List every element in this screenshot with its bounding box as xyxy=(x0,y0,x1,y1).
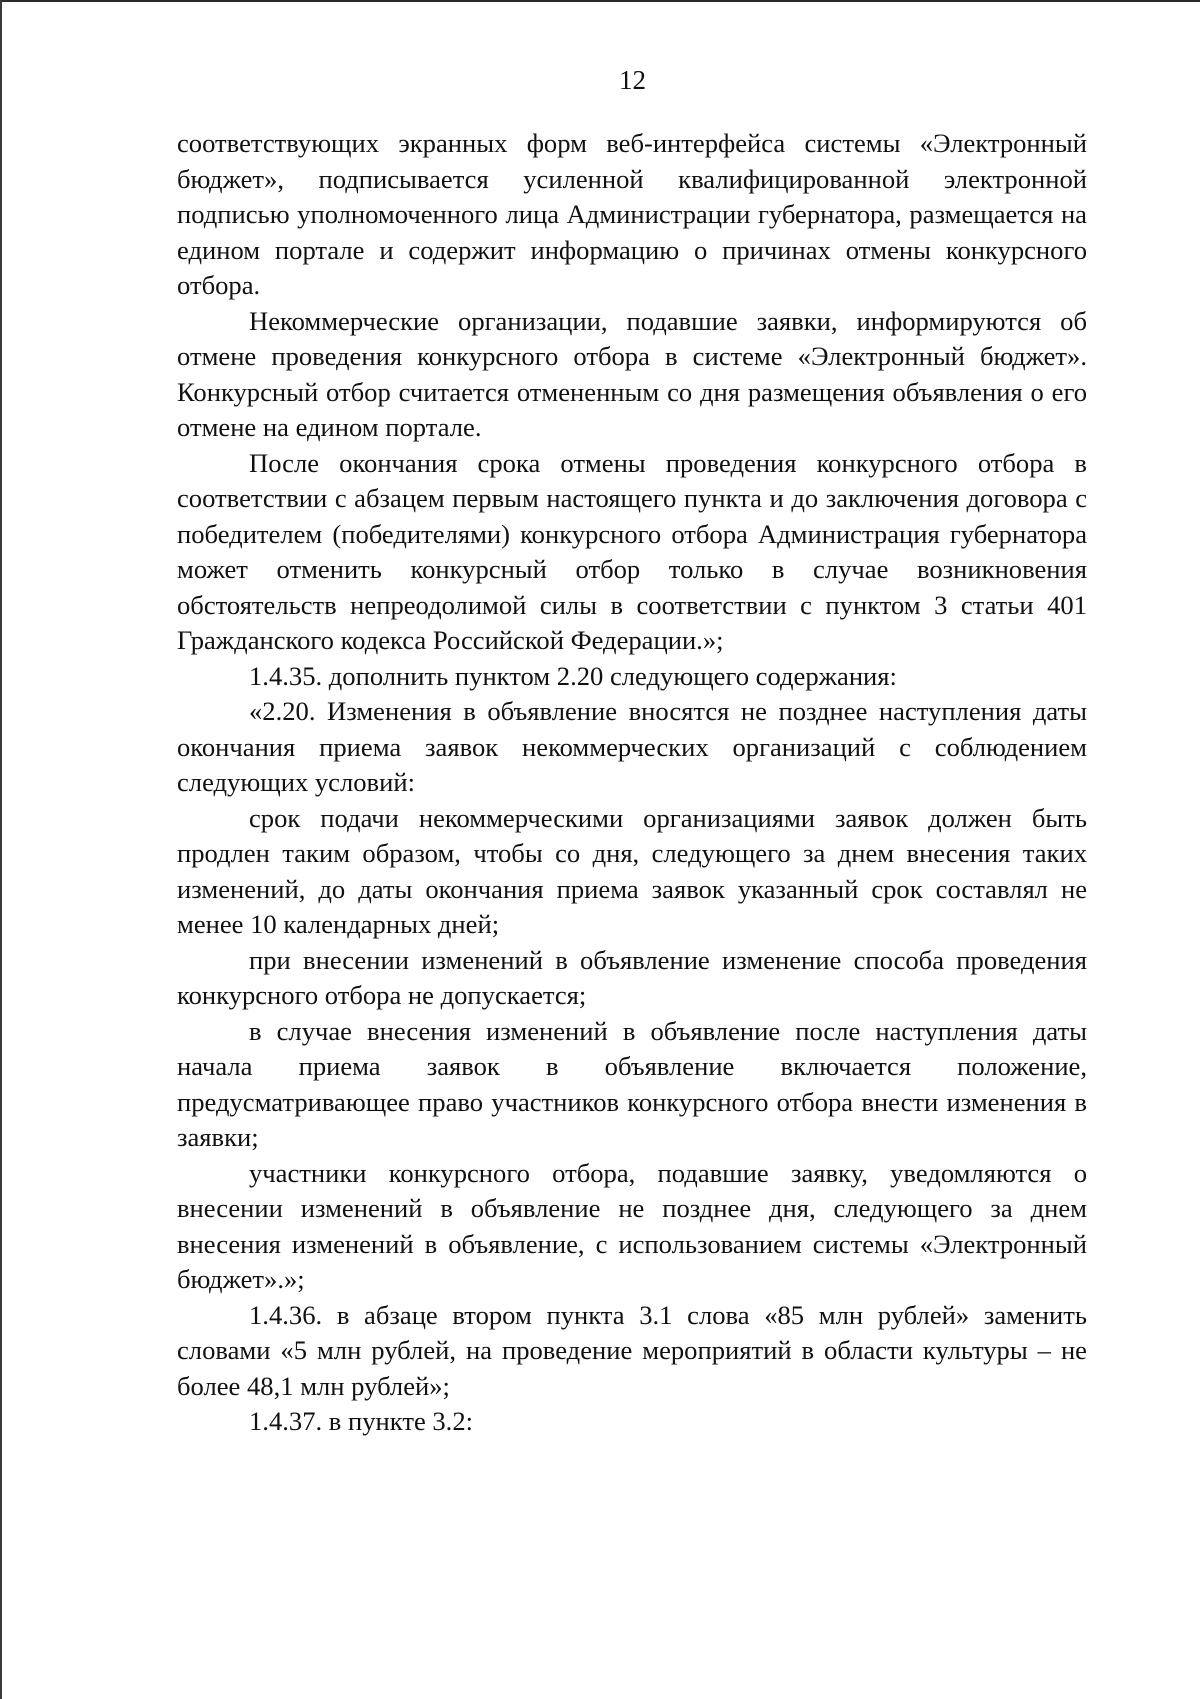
paragraph: 1.4.37. в пункте 3.2: xyxy=(249,1406,474,1436)
scan-edge-left xyxy=(0,0,2,1699)
paragraph: 1.4.36. в абзаце втором пункта 3.1 слова «85 млн рублей» заменить словами «5 млн рублей, на проведение мероприятий в области культуры – не более 48,1 млн рублей»; xyxy=(177,1299,1087,1401)
paragraph: «2.20. Изменения в объявление вносятся не позднее наступления даты окончания приема заявок некоммерческих организаций с соблюдением следующих условий: xyxy=(177,696,1087,797)
page-number: 12 xyxy=(619,65,646,95)
paragraph: 1.4.35. дополнить пунктом 2.20 следующего содержания: xyxy=(249,660,897,691)
paragraph: участники конкурсного отбора, подавшие заявку, уведомляются о внесении изменений в объявление не позднее дня, следующего за днем внесения изменений в объявление, с использованием системы «Электронный бюджет».»; xyxy=(177,1157,1087,1294)
paragraph: срок подачи некоммерческими организациями заявок должен быть продлен таким образом, чтобы со дня, следующего за днем внесения таких изменений, до даты окончания приема заявок указанный срок составлял не менее 10 календарных дней; xyxy=(177,802,1087,939)
scan-edge-top xyxy=(0,0,1200,2)
paragraph: при внесении изменений в объявление изменение способа проведения конкурсного отбора не допускается; xyxy=(177,944,1087,1010)
document-body xyxy=(177,126,1087,1440)
paragraph: в случае внесения изменений в объявление после наступления даты начала приема заявок в объявление включается положение, предусматривающее право участников конкурсного отбора внести изменения в заявки; xyxy=(177,1015,1087,1152)
paragraph: соответствующих экранных форм веб-интерфейса системы «Электронный бюджет», подписывается усиленной квалифицированной электронной подписью уполномоченного лица Администрации губернатора, размещается на едином портале и содержит информацию о причинах отмены конкурсного отбора. xyxy=(177,128,1087,300)
paragraph: Некоммерческие организации, подавшие заявки, информируются об отмене проведения конкурсного отбора в системе «Электронный бюджет». Конкурсный отбор считается отмененным со дня размещения объявления о его отмене на едином портале. xyxy=(177,305,1087,442)
paragraph: После окончания срока отмены проведения конкурсного отбора в соответствии с абзацем первым настоящего пункта и до заключения договора с победителем (победителями) конкурсного отбора Администрация губернатора может отменить конкурсный отбор только в случае возникновения обстоятельств непреодолимой силы в соответствии с пунктом 3 статьи 401 Гражданского кодекса Российской Федерации.»; xyxy=(177,447,1087,655)
